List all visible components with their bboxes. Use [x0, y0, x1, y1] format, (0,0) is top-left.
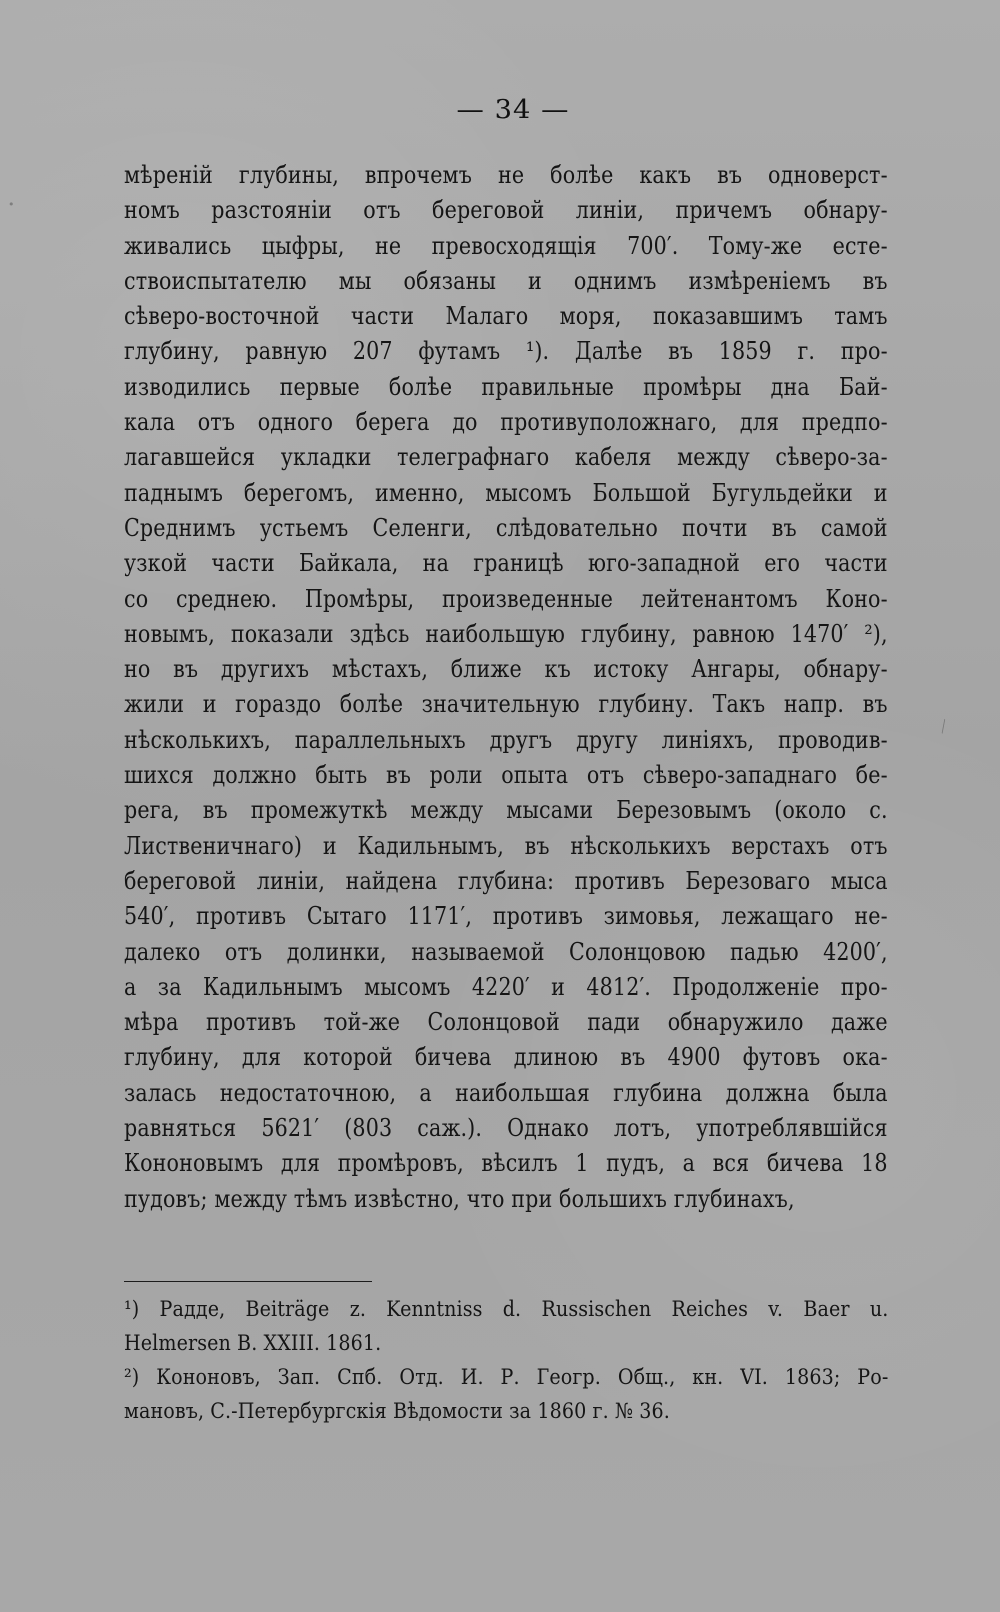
- body-line: но въ другихъ мѣстахъ, ближе къ истоку Ангары, обнару-: [124, 655, 888, 684]
- body-line: далеко отъ долинки, называемой Солонцовою падью 4200′,: [124, 937, 888, 966]
- scan-mark: ╲: [936, 719, 950, 734]
- scan-speck: •: [8, 198, 15, 211]
- body-line: со среднею. Промѣры, произведенные лейтенантомъ Коно-: [124, 584, 888, 613]
- body-line: номъ разстояніи отъ береговой линіи, причемъ обнару-: [124, 196, 888, 225]
- body-line: жили и гораздо болѣе значительную глубину. Такъ напр. въ: [124, 690, 888, 719]
- body-line: Кононовымъ для промѣровъ, вѣсилъ 1 пудъ, а вся бичева 18: [124, 1149, 888, 1178]
- body-line: живались цыфры, не превосходящія 700′. Тому-же есте-: [124, 231, 888, 260]
- footnote-divider: [124, 1281, 372, 1282]
- body-line: рега, въ промежуткѣ между мысами Березовымъ (около с.: [124, 796, 888, 825]
- page-number: — 34 —: [456, 95, 570, 125]
- body-line: нѣсколькихъ, параллельныхъ другъ другу линіяхъ, проводив-: [124, 725, 888, 754]
- body-line: кала отъ одного берега до противуположнаго, для предпо-: [124, 408, 888, 437]
- body-line: изводились первые болѣе правильные промѣры дна Бай-: [124, 372, 888, 401]
- body-line: залась недостаточною, а наибольшая глубина должна была: [124, 1078, 888, 1107]
- footnote-line: мановъ, С.-Петербургскія Вѣдомости за 1860 г. № 36.: [124, 1399, 670, 1423]
- body-line: равняться 5621′ (803 саж.). Однако лотъ, употреблявшійся: [124, 1114, 888, 1143]
- body-line: мѣра противъ той-же Солонцовой пади обнаружило даже: [124, 1008, 888, 1037]
- body-line: Среднимъ устьемъ Селенги, слѣдовательно почти въ самой: [124, 513, 888, 542]
- body-line: глубину, для которой бичева длиною въ 4900 футовъ ока-: [124, 1043, 888, 1072]
- body-line: береговой линіи, найдена глубина: противъ Березоваго мыса: [124, 866, 888, 895]
- body-line: Лиственичнаго) и Кадильнымъ, въ нѣсколькихъ верстахъ отъ: [124, 831, 888, 860]
- main-text: [124, 158, 888, 1217]
- footnote-line: ¹) Радде, Beiträge z. Kenntniss d. Russischen Reiches v. Baer u.: [124, 1297, 889, 1321]
- body-line: 540′, противъ Сытаго 1171′, противъ зимовья, лежащаго не-: [124, 902, 888, 931]
- body-line: паднымъ берегомъ, именно, мысомъ Большой Бугульдейки и: [124, 478, 888, 507]
- body-line: сѣверо-восточной части Малаго моря, показавшимъ тамъ: [124, 302, 888, 331]
- footnote-line: Helmersen B. XXIII. 1861.: [124, 1331, 382, 1355]
- body-line: глубину, равную 207 футамъ ¹). Далѣе въ 1859 г. про-: [124, 337, 888, 366]
- body-line: лагавшейся укладки телеграфнаго кабеля между сѣверо-за-: [124, 443, 888, 472]
- body-line: ствоиспытателю мы обязаны и однимъ измѣреніемъ въ: [124, 266, 888, 295]
- footnote-line: ²) Кононовъ, Зап. Спб. Отд. И. Р. Геогр. Общ., кн. VI. 1863; Ро-: [124, 1365, 889, 1389]
- body-line: пудовъ; между тѣмъ извѣстно, что при большихъ глубинахъ,: [124, 1184, 795, 1213]
- footnotes: [124, 1292, 888, 1428]
- body-line: узкой части Байкала, на границѣ юго-западной его части: [124, 549, 888, 578]
- body-line: новымъ, показали здѣсь наибольшую глубину, равною 1470′ ²),: [124, 619, 888, 648]
- body-line: мѣреній глубины, впрочемъ не болѣе какъ въ одноверст-: [124, 161, 888, 189]
- body-line: а за Кадильнымъ мысомъ 4220′ и 4812′. Продолженіе про-: [124, 972, 888, 1001]
- body-line: шихся должно быть въ роли опыта отъ сѣверо-западнаго бе-: [124, 761, 888, 790]
